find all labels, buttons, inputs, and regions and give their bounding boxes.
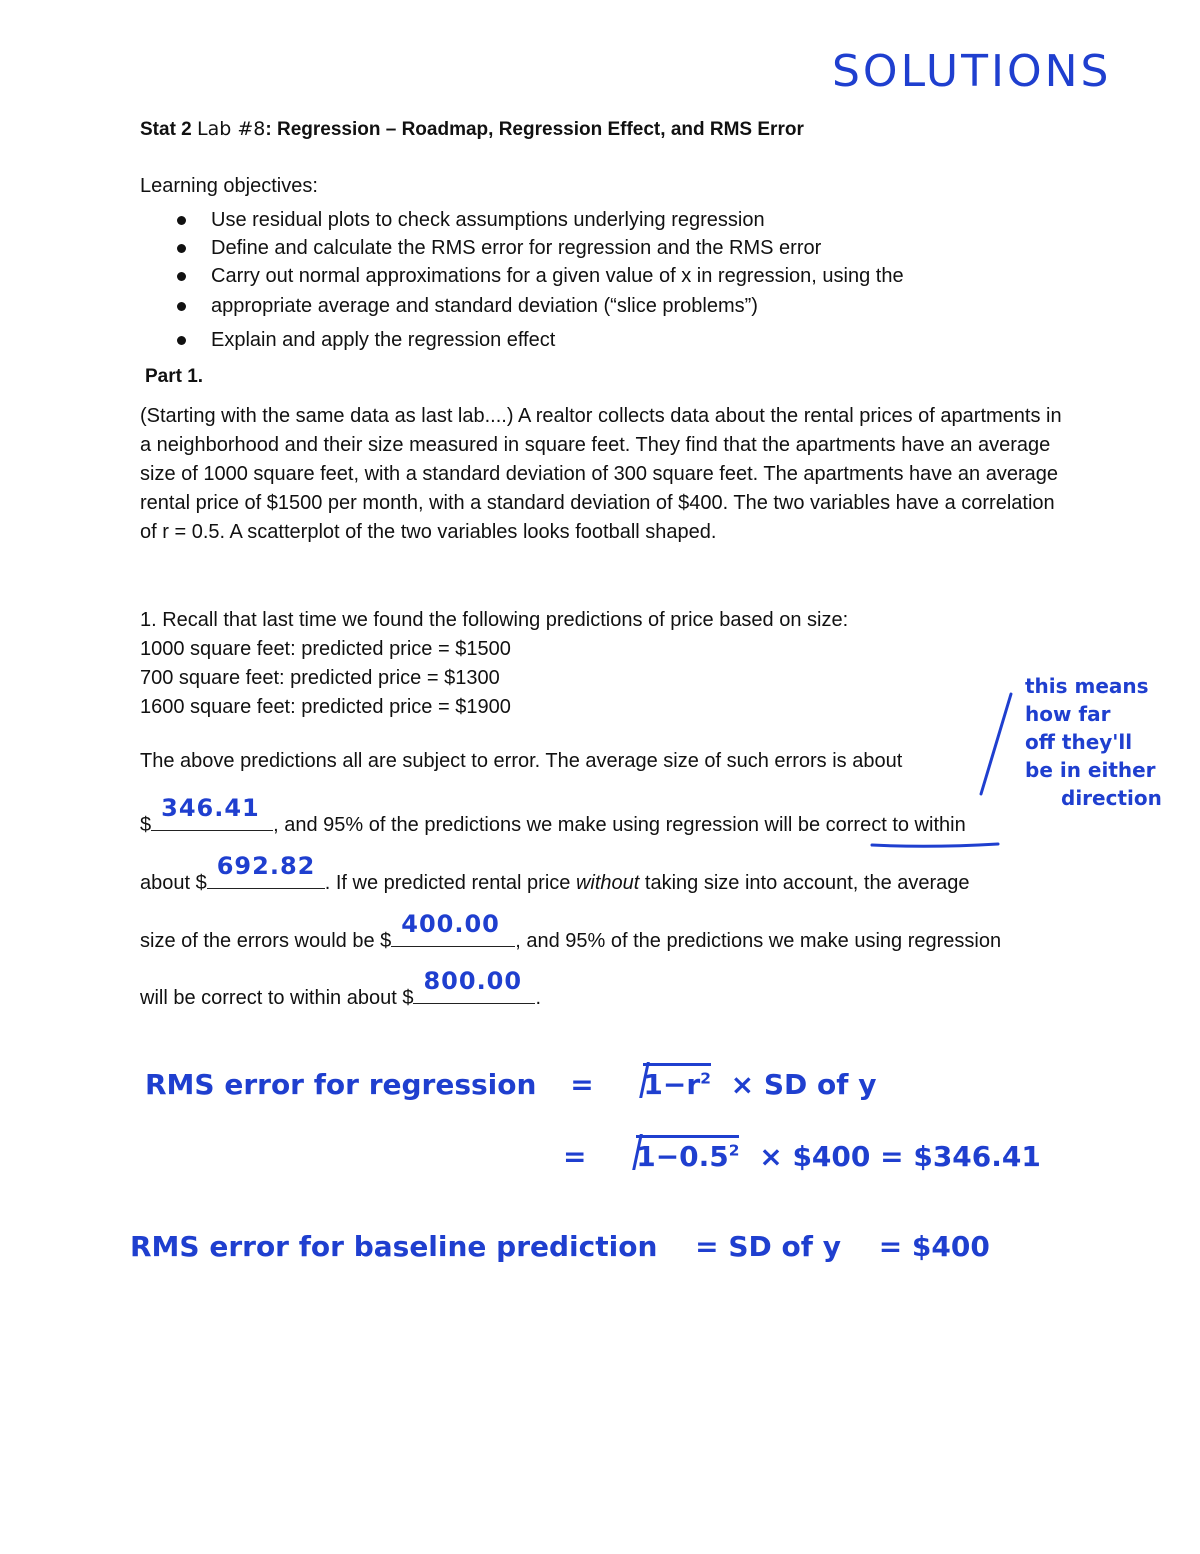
note-line: be in either xyxy=(1025,758,1156,782)
answer-blank-4 xyxy=(413,967,535,1004)
formula-mid: = SD of y xyxy=(695,1230,841,1263)
prediction-line: 1000 square feet: predicted price = $1500 xyxy=(140,638,511,660)
note-line: off they'll xyxy=(1025,730,1133,754)
title-rest: : Regression – Roadmap, Regression Effect, and RMS Error xyxy=(265,119,804,140)
error-line-1: The above predictions all are subject to error. The average size of such errors is about xyxy=(140,750,903,772)
radicand-text: 1−0.5 xyxy=(636,1140,729,1173)
problem-paragraph: (Starting with the same data as last lab....) A realtor collects data about the rental prices of apartments in a neighborhood and their size measured in square feet. They find that the apartments have an average size of 1000 square feet, with a standard deviation of 300 square feet. The apartments have an average rental price of $1500 per month, with a standard deviation of $400. The two variables have a correlation of r = 0.5. A scatterplot of the two variables looks football shaped. xyxy=(140,405,1062,543)
radicand xyxy=(636,1135,739,1173)
formula-rms-substitution xyxy=(563,1140,1041,1173)
page-title xyxy=(140,118,804,141)
hand-underline-icon xyxy=(870,840,1000,850)
question-intro: 1. Recall that last time we found the following predictions of price based on size: xyxy=(140,609,849,631)
objective-item: Carry out normal approximations for a given value of x in regression, using the xyxy=(140,262,904,290)
objectives-list xyxy=(140,206,904,354)
line-text: . xyxy=(535,987,542,1009)
error-line-2 xyxy=(140,794,966,837)
error-line-5 xyxy=(140,967,542,1010)
formula-equals: = xyxy=(563,1140,587,1173)
radicand-text: 1−r xyxy=(643,1068,701,1101)
error-line-3 xyxy=(140,852,970,895)
answer-rms-regression: 346.41 xyxy=(161,794,260,822)
objective-item: Define and calculate the RMS error for regression and the RMS error xyxy=(140,234,904,262)
formula-rhs: × $400 = $346.41 xyxy=(759,1140,1041,1173)
note-line: how far xyxy=(1025,702,1111,726)
title-lab: Lab #8 xyxy=(197,118,266,140)
answer-blank-1 xyxy=(151,794,273,831)
prediction-line: 1600 square feet: predicted price = $1900 xyxy=(140,696,511,718)
square-root-icon xyxy=(614,1140,739,1173)
square-root-icon xyxy=(621,1068,710,1101)
objective-item: Use residual plots to check assumptions underlying regression xyxy=(140,206,904,234)
line-text: will be correct to within about $ xyxy=(140,987,414,1009)
part-heading: Part 1. xyxy=(145,366,204,387)
formula-equals: = xyxy=(570,1068,594,1101)
error-line-4 xyxy=(140,910,1002,953)
solutions-heading: SOLUTIONS xyxy=(832,46,1112,97)
answer-95-regression: 692.82 xyxy=(216,852,316,880)
formula-rms-regression xyxy=(145,1068,876,1101)
objective-item: Explain and apply the regression effect xyxy=(140,326,904,354)
line-text: . If we predicted rental price xyxy=(324,872,576,894)
dollar-sign: $ xyxy=(140,814,152,836)
formula-lhs: RMS error for baseline prediction xyxy=(130,1230,658,1263)
answer-blank-3 xyxy=(391,910,515,947)
line-text: taking size into account, the average xyxy=(639,872,970,894)
line-text: size of the errors would be $ xyxy=(140,930,392,952)
note-line: direction xyxy=(1061,786,1162,810)
answer-95-baseline: 800.00 xyxy=(423,967,523,995)
prediction-line: 700 square feet: predicted price = $1300 xyxy=(140,667,500,689)
formula-rhs: = $400 xyxy=(878,1230,990,1263)
italic-without: without xyxy=(575,872,640,894)
exponent: 2 xyxy=(728,1141,740,1160)
note-line: this means xyxy=(1025,674,1149,698)
formula-rms-baseline xyxy=(130,1230,990,1263)
line-text: , and 95% of the predictions we make using regression will be correct to within xyxy=(273,814,966,836)
line-text: , and 95% of the predictions we make using regression xyxy=(515,930,1002,952)
radicand xyxy=(643,1063,710,1101)
objectives-heading: Learning objectives: xyxy=(140,175,318,197)
formula-lhs: RMS error for regression xyxy=(145,1068,537,1101)
answer-blank-2 xyxy=(207,852,325,889)
hand-slash-icon xyxy=(975,690,1015,800)
question-1 xyxy=(140,606,848,722)
formula-rhs: × SD of y xyxy=(730,1068,877,1101)
exponent: 2 xyxy=(700,1069,711,1088)
handwritten-note xyxy=(1025,672,1162,812)
about-text: about $ xyxy=(140,872,207,894)
objective-item: appropriate average and standard deviation (“slice problems”) xyxy=(140,292,904,320)
title-prefix: Stat 2 xyxy=(140,119,198,140)
answer-rms-baseline: 400.00 xyxy=(401,910,500,938)
